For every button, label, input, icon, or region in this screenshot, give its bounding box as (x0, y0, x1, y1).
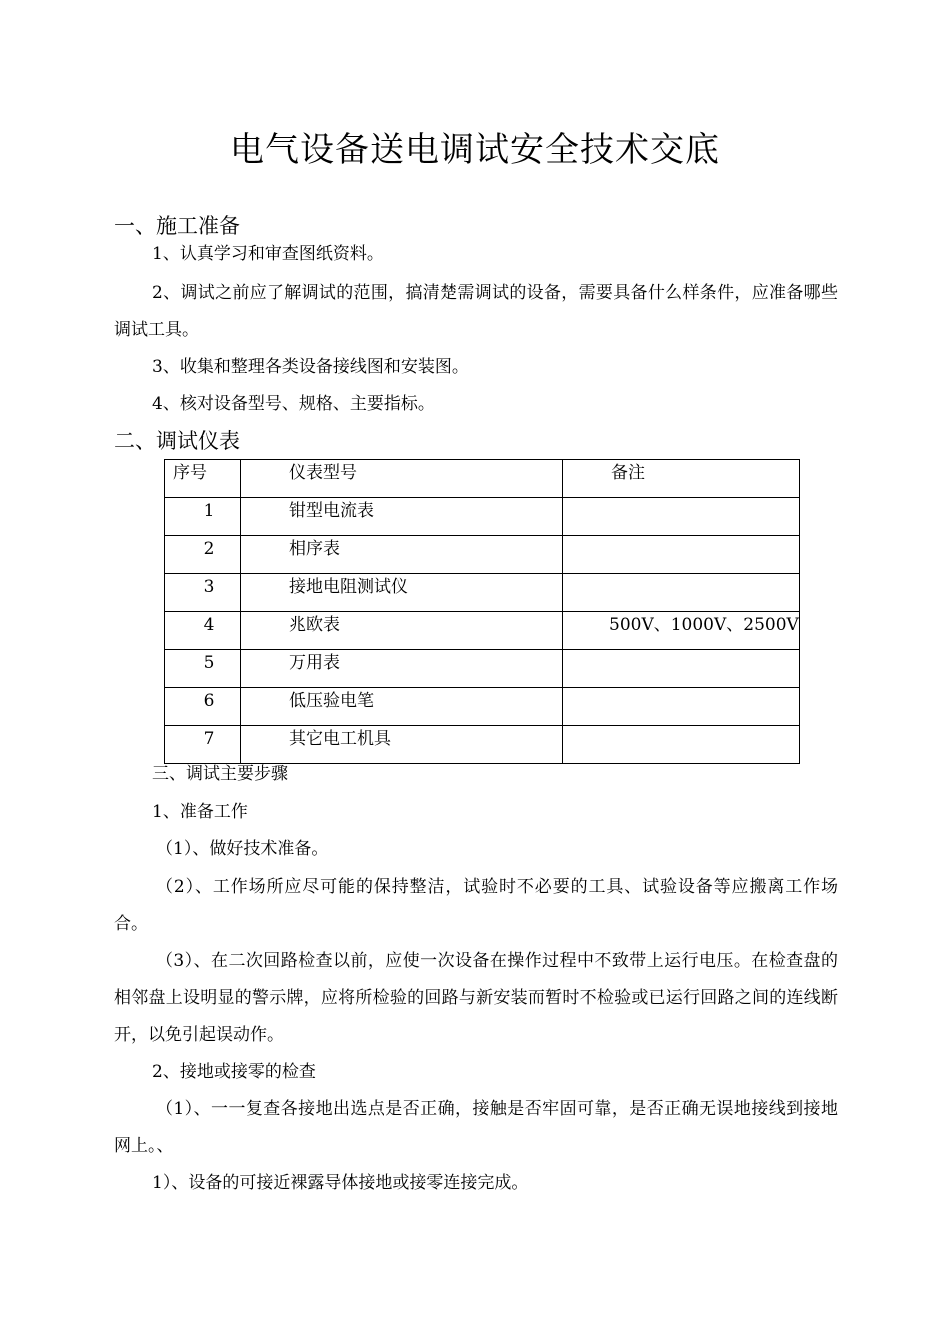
instrument-name: 钳型电流表 (289, 501, 374, 521)
column-header-no: 序号 (173, 463, 207, 483)
table-row (165, 574, 800, 612)
row-number: 6 (203, 691, 215, 711)
subsection-heading: 1、准备工作 (152, 802, 248, 822)
table-header-row (165, 460, 800, 498)
paragraph: 3、收集和整理各类设备接线图和安装图。 (152, 357, 469, 377)
paragraph: （1）、一一复查各接地出选点是否正确，接触是否牢固可靠，是否正确无误地接线到接地网上。、 (114, 1099, 838, 1156)
instrument-name: 其它电工机具 (289, 729, 391, 749)
section-heading-instruments: 二、调试仪表 (114, 429, 240, 453)
instrument-name: 接地电阻测试仪 (289, 577, 408, 597)
instrument-note (563, 726, 799, 728)
table-row (165, 688, 800, 726)
table-row (165, 498, 800, 536)
table-row (165, 536, 800, 574)
row-number: 7 (203, 729, 215, 749)
instrument-note (563, 574, 799, 576)
row-number: 3 (203, 577, 215, 597)
table-row (165, 612, 800, 650)
paragraph: 1）、设备的可接近裸露导体接地或接零连接完成。 (152, 1173, 529, 1193)
paragraph: （2）、工作场所应尽可能的保持整洁，试验时不必要的工具、试验设备等应搬离工作场合。 (114, 877, 838, 934)
instrument-name: 相序表 (289, 539, 340, 559)
instrument-note (563, 536, 799, 538)
paragraph: （3）、在二次回路检查以前，应使一次设备在操作过程中不致带上运行电压。在检查盘的相邻盘上设明显的警示牌，应将所检验的回路与新安装而暂时不检验或已运行回路之间的连线断开，以免引起误动作。 (114, 951, 838, 1045)
paragraph: 4、核对设备型号、规格、主要指标。 (152, 394, 435, 414)
instrument-note: 500V、1000V、2500V (609, 615, 799, 635)
section-heading-preparation: 一、施工准备 (114, 214, 240, 238)
paragraph: 2、调试之前应了解调试的范围，搞清楚需调试的设备，需要具备什么样条件，应准备哪些调试工具。 (114, 283, 838, 340)
instrument-table (164, 459, 800, 764)
row-number: 2 (203, 539, 215, 559)
instrument-note (563, 688, 799, 690)
column-header-note: 备注 (611, 463, 645, 483)
row-number: 4 (203, 615, 215, 635)
section-heading-steps: 三、调试主要步骤 (152, 764, 288, 784)
instrument-name: 兆欧表 (289, 615, 340, 635)
column-header-model: 仪表型号 (289, 463, 357, 483)
row-number: 1 (203, 501, 215, 521)
document-title: 电气设备送电调试安全技术交底 (230, 130, 720, 170)
table-row (165, 650, 800, 688)
paragraph: 1、认真学习和审查图纸资料。 (152, 244, 384, 264)
instrument-note (563, 498, 799, 500)
row-number: 5 (203, 653, 215, 673)
paragraph: （1）、做好技术准备。 (156, 839, 329, 859)
instrument-note (563, 650, 799, 652)
subsection-heading: 2、接地或接零的检查 (152, 1062, 316, 1082)
instrument-name: 万用表 (289, 653, 340, 673)
instrument-name: 低压验电笔 (289, 691, 374, 711)
